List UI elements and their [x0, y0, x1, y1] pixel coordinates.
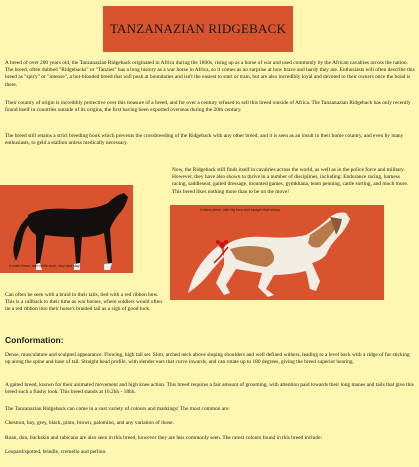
- studbook-paragraph: The breed still retains a strict breeding book which prevents the crossbreeding of the Ridgeback with any other breed, and it is seen as an insult in their home country, and even by many enthusiasts, to geld a stallion unless medically necessary.: [5, 133, 404, 147]
- black-horse-image: [0, 185, 133, 273]
- conformation-paragraph: Dense, musculature and sculpted appearance. Flowing, high tail set. Slim, arched neck above sloping shoulders and well defined withers, leading to a level back with a ridge of fur sticking up along the spine and base of tail. Straight head profile, with slender ears that curve inwards, and can rotate up to 180 degrees, giving the breed superior hearing.: [5, 352, 410, 366]
- intro-paragraph: A breed of over 200 years old, the Tanzanazian Ridgeback originated in Africa during the 1800s, rising up as a horse of war and used commonly by the African cavalries across the nation. The breed, often dubbed "Ridgebacks" or "Tanzies" has a long history as a war horse in Africa, so it comes as no surprise at how brave and hardy they are. Enthusiasts will often describe this breed as "spicy" or "intense", a hot-blooded breed that will push at boundaries and isn't the easiest to start or train, but are also incredibly loyal and devoted to their owners once the bond is there.: [5, 60, 415, 88]
- pinto-horse-image: [170, 205, 384, 300]
- braid-paragraph: Can often be seen with a braid in their tails, tied with a red ribbon bow. This is a callback to their time as war horses, where soldiers would often tie a red ribbon into their horse's braided tail as a sign of good luck.: [5, 292, 162, 313]
- left-image-caption: A male horse, with white sock, stop and stay: [9, 264, 80, 268]
- history-paragraph: Their country of origin is incredibly protective over this treasure of a breed, and for over a century refused to sell this breed outside of Africa. The Tanzanazian Ridgeback has only recently found itself in countries outside of its origins, the first having been exported overseas during the 20th century.: [5, 100, 411, 114]
- black-horse-illustration: [0, 185, 133, 273]
- title-banner: [103, 6, 293, 52]
- colours-rarest-paragraph: Leopard/spotted, brindle, cremello and perlino.: [5, 449, 107, 455]
- colours-rare-paragraph: Roan, dun, buckskin and rabicano are also seen in this breed, however they are less commonly seen. The rarest colours found in this breed include:: [5, 435, 322, 441]
- pinto-horse-illustration: [170, 205, 384, 300]
- colours-common-paragraph: Chestnut, bay, grey, black, pinto, brown, palomino, and any variation of those.: [5, 420, 174, 426]
- today-paragraph: Now, the Ridgeback still finds itself in cavalries across the world, as well as in the police force and military. However, they have also shown to thrive in a number of disciplines, including: Endurance racing, harness racing, saddleseat, gaited dressage, mounted games, gymkhana, team penning, cattle sorting, and much more. This breed likes nothing more than to be on the move!: [172, 167, 409, 195]
- conformation-heading: Conformation:: [5, 335, 64, 345]
- right-image-caption: A skew piece, with big bow and badger that shows: [200, 208, 281, 212]
- colours-intro-paragraph: The Tanzanazian Ridgeback can come in a vast variety of colours and markings! The most common are:: [5, 406, 230, 412]
- gait-paragraph: A gaited breed, known for their animated movement and high knee action. This breed requires a fair amount of grooming, with attention paid towards their long manes and tails that give this breed such a flashy look. This breed stands at 16.2hh - 18hh.: [5, 382, 414, 396]
- page-title: TANZANAZIAN RIDGEBACK: [109, 21, 287, 36]
